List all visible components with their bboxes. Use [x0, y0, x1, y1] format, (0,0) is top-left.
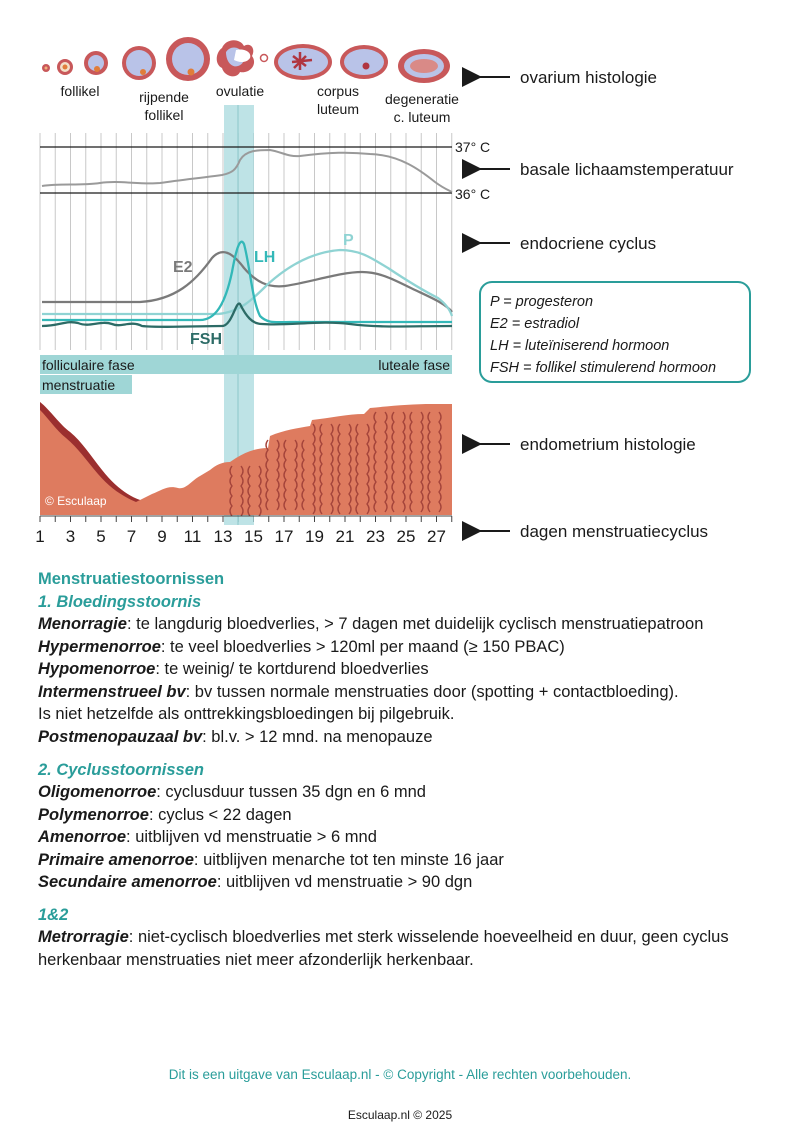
callout-endometrium: endometrium histologie	[520, 435, 696, 454]
day-label: 17	[274, 527, 294, 546]
day-label: 5	[96, 527, 106, 546]
day-labels	[35, 527, 446, 546]
day-label: 25	[396, 527, 416, 546]
section-heading: 1. Bloedingsstoornis	[38, 593, 202, 611]
legend-item-lh: LH = luteïniserend hormoon	[490, 338, 670, 354]
follicular-phase-label: folliculaire fase	[42, 357, 135, 373]
definition-item: Hypermenorroe: te veel bloedverlies > 120ml per maand (≥ 150 PBAC)	[38, 637, 565, 656]
day-label: 9	[157, 527, 167, 546]
definition-item: Secundaire amenorroe: uitblijven vd menstruatie > 90 dgn	[38, 873, 473, 891]
definition-item: Menorragie: te langdurig bloedverlies, > 7 dagen met duidelijk cyclisch menstruatiepatroon	[38, 615, 704, 633]
stage-label-maturing-1: rijpende	[139, 89, 189, 105]
day-label: 21	[335, 527, 355, 546]
stage-label-maturing-2: follikel	[144, 107, 184, 123]
footer-copyright: Esculaap.nl © 2025	[347, 1108, 453, 1122]
section-heading: 1&2	[38, 906, 69, 924]
day-label: 3	[65, 527, 76, 546]
content-title: Menstruatiestoornissen	[38, 570, 225, 588]
ovary-histology-icons	[42, 37, 450, 83]
definition-item: Primaire amenorroe: uitblijven menarche tot ten minste 16 jaar	[38, 850, 504, 869]
section-cycle-disorders	[38, 761, 778, 894]
callout-endocrine: endocriene cyclus	[520, 234, 657, 253]
e2-label: E2	[173, 259, 193, 276]
stage-label-corpus-1: corpus	[316, 83, 360, 99]
definition-item: Amenorroe: uitblijven vd menstruatie > 6 mnd	[38, 828, 377, 846]
callout-days: dagen menstruatiecyclus	[520, 522, 709, 541]
section-combined	[38, 906, 778, 971]
stage-label-degeneration-1: degeneratie	[385, 91, 459, 107]
definition-item: Hypomenorroe: te weinig/ te kortdurend bloedverlies	[38, 660, 429, 678]
section-bleeding-disorders	[38, 593, 778, 748]
lh-label: LH	[254, 249, 276, 266]
definition-item: Intermenstrueel bv: bv tussen normale menstruaties door (spotting + contactbloeding).	[38, 682, 679, 701]
definition-item: Postmenopauzaal bv: bl.v. > 12 mnd. na menopauze	[38, 727, 433, 746]
definition-item: Oligomenorroe: cyclusduur tussen 35 dgn en 6 mnd	[38, 783, 426, 801]
p-label: P	[343, 232, 354, 249]
stage-label-follicle: follikel	[60, 83, 100, 99]
day-label: 7	[126, 527, 137, 546]
content-title-block	[38, 570, 778, 589]
stage-label-degeneration-2: c. luteum	[393, 109, 451, 125]
fsh-label: FSH	[190, 331, 222, 348]
copyright-mark: © Esculaap	[45, 494, 107, 508]
day-label: 15	[244, 527, 263, 546]
stage-label-ovulation: ovulatie	[215, 83, 265, 99]
callout-temperature: basale lichaamstemperatuur	[520, 160, 734, 179]
legend-item-p: P = progesteron	[490, 294, 594, 310]
callout-ovarium: ovarium histologie	[520, 68, 658, 87]
definition-item-continued: Is niet hetzelfde als onttrekkingsbloedingen bij pilgebruik.	[38, 705, 455, 723]
section-heading: 2. Cyclusstoornissen	[38, 761, 204, 779]
day-label: 11	[183, 527, 202, 546]
day-label: 1	[35, 527, 45, 546]
footer-publisher-note: Dit is een uitgave van Esculaap.nl - © Copyright - Alle rechten voorbehouden.	[168, 1067, 632, 1082]
ovary-stage-labels	[61, 83, 460, 125]
definition-item: Metrorragie: niet-cyclisch bloedverlies met sterk wisselende hoeveelheid en duur, geen cyclus herkenbaar menstruaties niet meer afzonderlijk herkenbaar.	[38, 928, 729, 969]
legend-item-e2: E2 = estradiol	[490, 316, 580, 332]
temp-36-label: 36° C	[455, 186, 491, 202]
day-label: 13	[213, 527, 233, 546]
day-label: 19	[305, 527, 324, 546]
day-label: 23	[366, 527, 385, 546]
definition-item: Polymenorroe: cyclus < 22 dagen	[38, 805, 292, 824]
stage-label-corpus-2: luteum	[316, 101, 360, 117]
temp-37-label: 37° C	[455, 139, 491, 155]
luteal-phase-label: luteale fase	[378, 357, 450, 373]
day-label: 27	[427, 527, 446, 546]
menstruation-label: menstruatie	[42, 377, 116, 393]
legend-item-fsh: FSH = follikel stimulerend hormoon	[490, 360, 717, 376]
menstrual-cycle-diagram	[0, 0, 800, 560]
